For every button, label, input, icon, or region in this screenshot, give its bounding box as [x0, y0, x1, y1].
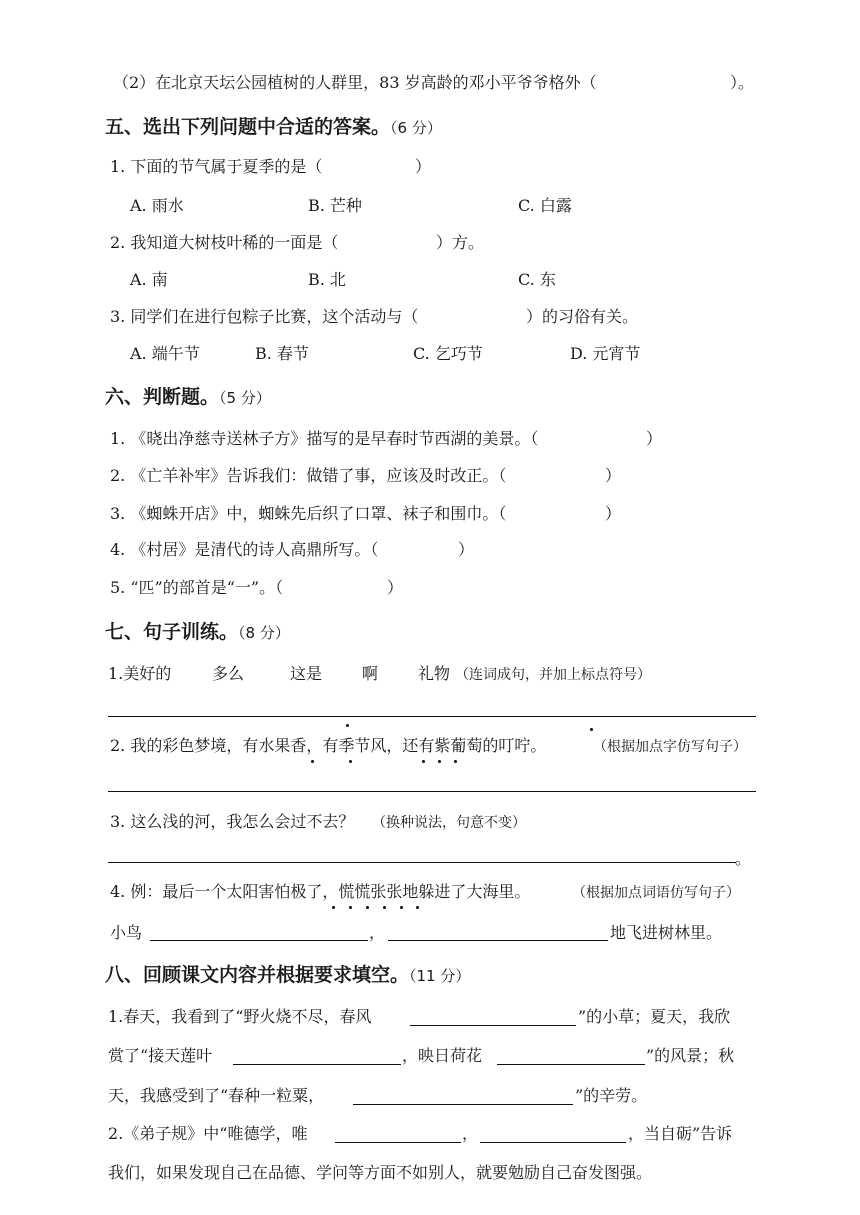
emphasis-dot [590, 728, 593, 731]
sec7-q1-word-3: 这是 [290, 664, 323, 683]
sec6-item-5: 5. “匹”的部首是“一”。（ [110, 578, 284, 597]
sec5-q1-close: ） [415, 157, 432, 176]
sec7-q1-word-1: 1.美好的 [108, 664, 172, 683]
emphasis-dot [383, 906, 386, 909]
sec5-q3-stem: 3. 同学们在进行包粽子比赛，这个活动与（ [110, 307, 419, 326]
emphasis-dot [332, 906, 335, 909]
sec5-q2-stem: 2. 我知道大树枝叶稀的一面是（ [110, 233, 339, 252]
sec6-item-4: 4. 《村居》是清代的诗人高鼎所写。（ [110, 540, 379, 559]
section-6-title: 六、判断题。（5 分） [105, 386, 271, 408]
sec5-q1-option-b: B. 芒种 [308, 196, 362, 215]
sec7-q2-sentence: 2. 我的彩色梦境，有水果香，有季节风，还有紫葡萄的叮咛。 [110, 736, 547, 755]
sec8-q2-line2: 我们，如果发现自己在品德、学问等方面不如别人，就要勉励自己奋发图强。 [108, 1163, 653, 1182]
emphasis-dot [416, 906, 419, 909]
sec6-item-5-close: ） [387, 578, 404, 597]
sec8-q2-blank-2[interactable] [480, 1142, 626, 1143]
emphasis-dot [454, 760, 457, 763]
sec8-q1-line3-b: ”的辛劳。 [575, 1086, 648, 1105]
sec8-q2-line1-a: 2.《弟子规》中“唯德学，唯 [108, 1124, 308, 1143]
sec7-q4-suffix: 地飞进树林里。 [610, 923, 723, 942]
sec7-q1-word-4: 啊 [362, 664, 379, 683]
sec7-q2-instruction: （根据加点字仿写句子） [593, 739, 747, 755]
sec7-q1-word-5: 礼物 [418, 664, 451, 683]
sec7-q3-answer-line[interactable] [108, 862, 736, 863]
sec6-item-2: 2. 《亡羊补牢》告诉我们：做错了事，应该及时改正。（ [110, 466, 507, 485]
sec7-q1-answer-line[interactable] [108, 716, 756, 717]
sec7-q1-word-2: 多么 [212, 664, 245, 683]
sec7-q4-instruction: （根据加点词语仿写句子） [572, 885, 740, 901]
sec5-q2-option-b: B. 北 [308, 270, 346, 289]
sec8-q1-line2-c: ”的风景；秋 [646, 1046, 735, 1065]
sec5-q3-option-a: A. 端午节 [130, 344, 200, 363]
sec5-q3-option-c: C. 乞巧节 [413, 344, 483, 363]
sec8-q1-line1-a: 1.春天，我看到了“野火烧不尽，春风 [108, 1007, 372, 1026]
sec8-q1-blank-2[interactable] [233, 1064, 401, 1065]
emphasis-dot [438, 760, 441, 763]
sec6-item-1-close: ） [646, 429, 663, 448]
sec5-q2-option-c: C. 东 [518, 270, 556, 289]
sec6-item-2-close: ） [605, 466, 622, 485]
sec5-q2-option-a: A. 南 [130, 270, 168, 289]
sec6-item-3-close: ） [605, 504, 622, 523]
sec6-item-1: 1. 《晓出净慈寺送林子方》描写的是早春时节西湖的美景。（ [110, 429, 539, 448]
sec8-q1-line3-a: 天，我感受到了“春种一粒粟， [108, 1086, 325, 1105]
sec7-q3-sentence: 3. 这么浅的河，我怎么会过不去？ [110, 812, 355, 831]
sec7-q3-instruction: （换种说法，句意不变） [372, 815, 526, 831]
sec7-q4-comma: ， [369, 923, 386, 942]
sec8-q1-blank-3[interactable] [497, 1064, 645, 1065]
emphasis-dot [349, 906, 352, 909]
sec5-q2-close: ）方。 [436, 233, 485, 252]
sec5-q3-close: ）的习俗有关。 [526, 307, 639, 326]
emphasis-dot [311, 760, 314, 763]
sec7-q4-blank-2[interactable] [388, 940, 608, 941]
section-8-title: 八、回顾课文内容并根据要求填空。（11 分） [105, 964, 471, 986]
sec8-q1-line2-b: ，映日荷花 [402, 1046, 483, 1065]
sec7-q4-example: 4. 例：最后一个太阳害怕极了，慌慌张张地躲进了大海里。 [110, 882, 531, 901]
sec8-q2-line1-b: ， [462, 1124, 479, 1143]
sec7-q3-end-period: 。 [735, 849, 752, 868]
section-7-title: 七、句子训练。（8 分） [105, 621, 290, 643]
emphasis-dot [366, 906, 369, 909]
emphasis-dot [400, 906, 403, 909]
top-question-end: ）。 [730, 73, 755, 92]
sec5-q3-option-b: B. 春节 [255, 344, 309, 363]
sec7-q4-prefix: 小鸟 [110, 923, 143, 942]
emphasis-dot [346, 724, 349, 727]
sec7-q1-instruction: （连词成句，并加上标点符号） [455, 667, 651, 683]
emphasis-dot [349, 760, 352, 763]
sec5-q1-option-a: A. 雨水 [130, 196, 184, 215]
sec8-q1-blank-4[interactable] [353, 1104, 573, 1105]
sec5-q1-option-c: C. 白露 [518, 196, 572, 215]
sec5-q1-stem: 1. 下面的节气属于夏季的是（ [110, 157, 323, 176]
sec7-q2-answer-line[interactable] [108, 791, 756, 792]
top-question-line: （2）在北京天坛公园植树的人群里，83 岁高龄的邓小平爷爷格外（ [113, 73, 597, 92]
section-5-title: 五、选出下列问题中合适的答案。（6 分） [105, 116, 442, 138]
sec8-q1-line2-a: 赏了“接天莲叶 [108, 1046, 213, 1065]
sec8-q1-line1-b: ”的小草；夏天，我欣 [578, 1007, 731, 1026]
sec7-q4-blank-1[interactable] [150, 940, 368, 941]
emphasis-dot [422, 760, 425, 763]
sec8-q1-blank-1[interactable] [410, 1025, 576, 1026]
sec8-q2-blank-1[interactable] [335, 1142, 461, 1143]
sec8-q2-line1-c: ，当自砺”告诉 [628, 1124, 733, 1143]
sec5-q3-option-d: D. 元宵节 [570, 344, 641, 363]
sec6-item-4-close: ） [458, 540, 475, 559]
sec6-item-3: 3. 《蜘蛛开店》中，蜘蛛先后织了口罩、袜子和围巾。（ [110, 504, 507, 523]
